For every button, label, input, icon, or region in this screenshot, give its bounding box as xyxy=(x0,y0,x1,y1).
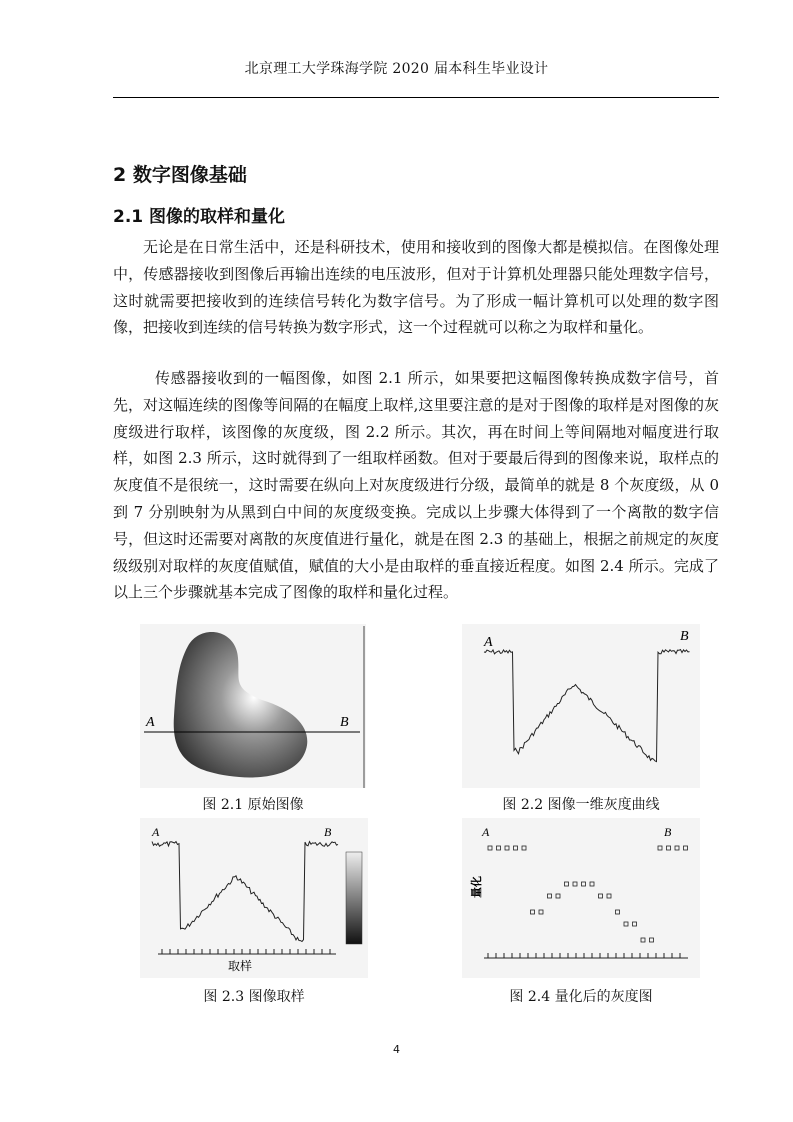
figure-caption: 图 2.2 图像一维灰度曲线 xyxy=(502,797,660,813)
quantized-sample xyxy=(667,846,671,850)
axis-label: 取样 xyxy=(228,959,253,973)
figure-sampling xyxy=(140,818,368,978)
quantized-sample xyxy=(573,882,577,886)
label-b: B xyxy=(324,825,332,839)
quantized-sample xyxy=(514,846,518,850)
label-a: A xyxy=(482,825,490,839)
label-b: B xyxy=(680,629,689,644)
quantized-sample xyxy=(548,894,552,898)
quantized-sample xyxy=(607,894,611,898)
quantized-sample xyxy=(488,846,492,850)
label-a: A xyxy=(484,635,493,650)
header-rule xyxy=(113,97,719,98)
quantized-sample xyxy=(497,846,501,850)
figure-caption: 图 2.3 图像取样 xyxy=(203,989,305,1005)
page-header: 北京理工大学珠海学院 2020 届本科生毕业设计 xyxy=(244,61,549,77)
quantized-sample xyxy=(641,938,645,942)
quantized-sample xyxy=(684,846,688,850)
paragraph: 无论是在日常生活中，还是科研技术，使用和接收到的图像大都是模拟信。在图像处理中，传感器接收到图像后再输出连续的电压波形，但对于计算机处理器只能处理数字信号，这时就需要把接收到的连续信号转化为数字信号。为了形成一幅计算机可以处理的数字图像，把接收到连续的信号转换为数字形式，这一个过程就可以称之为取样和量化。 xyxy=(113,238,719,337)
figure-quantized xyxy=(462,818,700,978)
quantized-sample xyxy=(658,846,662,850)
section-title: 2.1 图像的取样和量化 xyxy=(113,207,286,227)
quantized-sample xyxy=(531,910,535,914)
label-b: B xyxy=(664,825,672,839)
paragraph: 传感器接收到的一幅图像，如图 2.1 所示，如果要把这幅图像转换成数字信号，首先，对这幅连续的图像等间隔的在幅度上取样,这里要注意的是对于图像的取样是对图像的灰度级进行取样，该图像的灰度级，图 2.2 所示。其次，再在时间上等间隔地对幅度进行取样，如图 2.3 所示，这时就得到了一组取样函数。但对于要最后得到的图像来说，取样点的灰度值不是很统一，这时需要在纵向上对灰度级进行分级，最简单的就是 8 个灰度级，从 0 到 7 分别映射为从黑到白中间的灰度级变换。完成以上步骤大体得到了一个离散的数字信号，但这时还需要对离散的灰度值进行量化，就是在图 2.3 的基础上，根据之前规定的灰度级级别对取样的灰度值赋值，赋值的大小是由取样的垂直接近程度。如图 2.4 所示。完成了以上三个步骤就基本完成了图像的取样和量化过程。 xyxy=(113,369,719,602)
figure-caption: 图 2.1 原始图像 xyxy=(202,797,304,813)
quantized-sample xyxy=(522,846,526,850)
quantized-sample xyxy=(675,846,679,850)
quantized-sample xyxy=(590,882,594,886)
quantized-sample xyxy=(616,910,620,914)
label-a: A xyxy=(152,825,160,839)
quantized-sample xyxy=(539,910,543,914)
label-b: B xyxy=(340,715,349,730)
quantized-sample xyxy=(650,938,654,942)
quantized-sample xyxy=(565,882,569,886)
quantized-sample xyxy=(633,922,637,926)
quantized-sample xyxy=(505,846,509,850)
quantized-sample xyxy=(582,882,586,886)
label-a: A xyxy=(146,715,155,730)
figure-gray-curve xyxy=(462,624,700,788)
chapter-title: 2 数字图像基础 xyxy=(113,164,247,186)
figure-caption: 图 2.4 量化后的灰度图 xyxy=(509,989,653,1005)
axis-label: 量化 xyxy=(470,876,483,898)
figure-original-image xyxy=(140,624,366,788)
page-number: 4 xyxy=(393,1043,400,1056)
quantized-sample xyxy=(624,922,628,926)
quantized-sample xyxy=(556,894,560,898)
quantized-sample xyxy=(599,894,603,898)
